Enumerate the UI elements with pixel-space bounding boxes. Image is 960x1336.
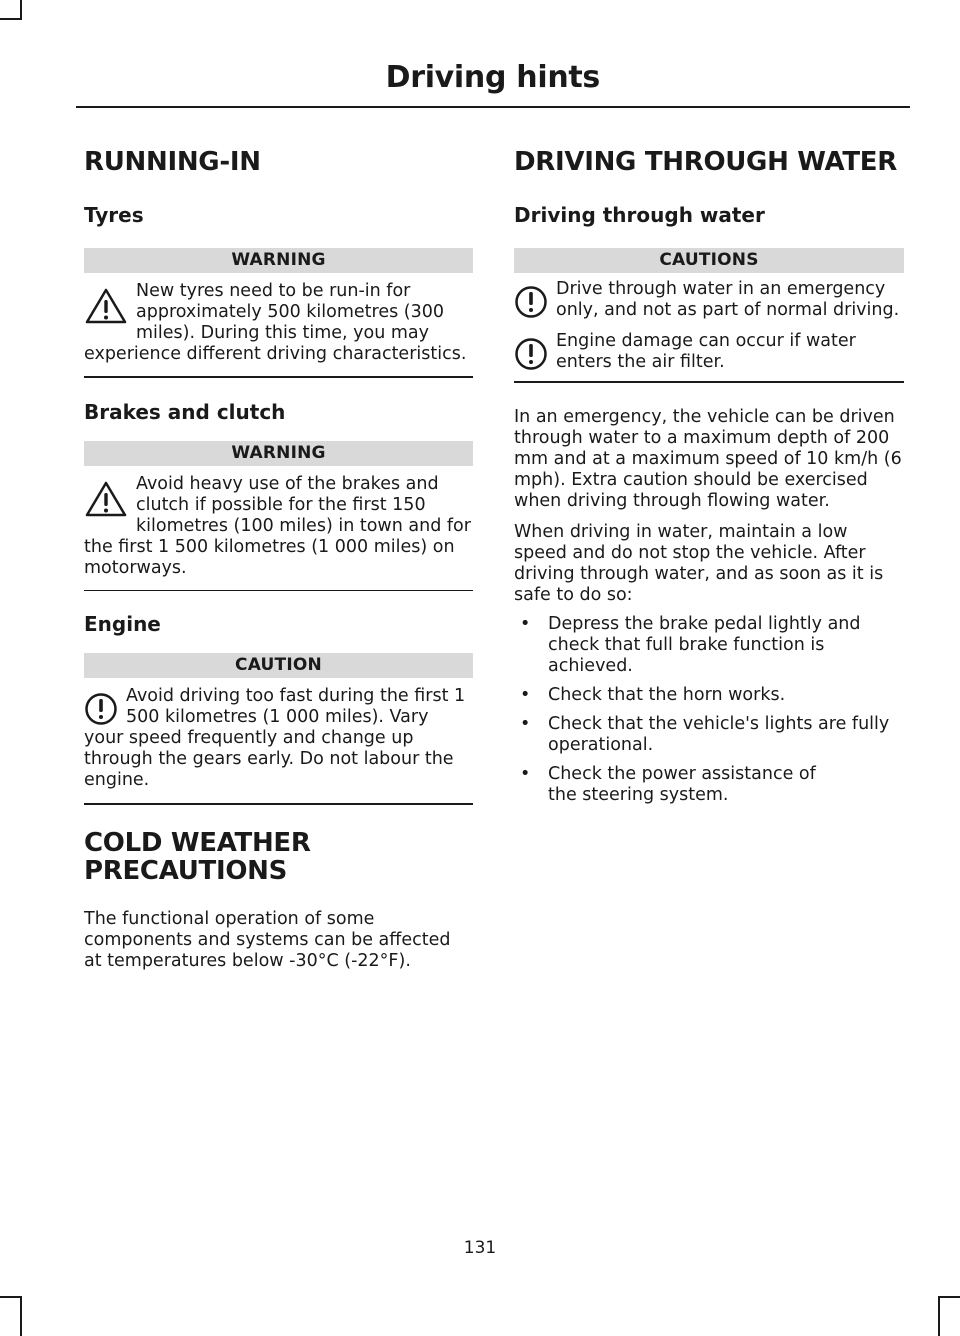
crop-mark (20, 1296, 22, 1336)
section-title-cold-weather-line1: COLD WEATHER (84, 827, 311, 858)
section-title-driving-through-water: DRIVING THROUGH WATER (514, 147, 897, 177)
crop-mark (0, 1296, 22, 1298)
left-column (84, 140, 473, 972)
section-rule (84, 376, 473, 378)
caution-circle-icon (84, 690, 118, 728)
warning-text-tyres: New tyres need to be run-in for approximately 500 kilometres (300 miles). During this time, you may experience different driving characteristics. (84, 281, 467, 364)
subheading-engine: Engine (84, 612, 161, 636)
caution-item (514, 331, 904, 373)
bullet: • (520, 763, 531, 784)
warning-box-brakes (84, 474, 473, 579)
list-item-text: Check that the horn works. (548, 684, 786, 705)
page-header-title: Driving hints (385, 60, 600, 95)
subheading-tyres: Tyres (84, 203, 144, 227)
crop-mark (20, 0, 22, 20)
section-title-running-in: RUNNING-IN (84, 147, 261, 177)
list-item (514, 764, 904, 806)
warning-text-brakes: Avoid heavy use of the brakes and clutch if possible for the first 150 kilometres (100 miles) in town and for the first 1 500 kilometres (1 000 miles) on motorways. (84, 473, 471, 578)
crop-mark (938, 1296, 940, 1336)
caution-text-air-filter: Engine damage can occur if water enters the air filter. (556, 331, 856, 372)
subheading-driving-through-water: Driving through water (514, 203, 765, 227)
subheading-brakes-clutch: Brakes and clutch (84, 399, 286, 424)
list-item-text: Check the power assistance of the steering system. (548, 763, 816, 805)
warning-box-tyres (84, 281, 473, 365)
caution-item (514, 279, 904, 321)
cautions-box-header: CAUTIONS (514, 248, 904, 273)
cold-weather-text: The functional operation of some components and systems can be affected at temperatures below -30°C (-22°F). (84, 908, 451, 971)
bullet: • (520, 613, 531, 634)
warning-triangle-icon (84, 480, 128, 518)
bullet: • (520, 684, 531, 705)
caution-box-engine (84, 686, 473, 791)
header-rule (76, 106, 910, 108)
warning-triangle-icon (84, 287, 128, 325)
warning-box-header: WARNING (84, 441, 473, 466)
section-rule (84, 590, 473, 592)
water-paragraph-2: When driving in water, maintain a low speed and do not stop the vehicle. After driving through water, and as soon as it is safe to do so: (514, 521, 884, 605)
right-column (514, 140, 904, 806)
after-water-checklist (514, 614, 904, 806)
bullet: • (520, 713, 531, 734)
list-item (514, 685, 904, 706)
caution-circle-icon (514, 283, 548, 321)
list-item (514, 714, 904, 756)
section-title-cold-weather-line2: PRECAUTIONS (84, 855, 288, 886)
crop-mark (0, 18, 22, 20)
caution-text-engine: Avoid driving too fast during the first 1 500 kilometres (1 000 miles). Vary your speed frequently and change up through the gears early. Do not labour the engine. (84, 686, 466, 790)
caution-circle-icon (514, 335, 548, 373)
warning-box-header: WARNING (84, 248, 473, 273)
page-number: 131 (463, 1238, 497, 1258)
water-paragraph-1: In an emergency, the vehicle can be driven through water to a maximum depth of 200 mm and at a maximum speed of 10 km/h (6 mph). Extra caution should be exercised when driving through flowing water. (514, 406, 902, 511)
list-item-text: Check that the vehicle's lights are fully operational. (548, 713, 890, 755)
caution-text-emergency: Drive through water in an emergency only, and not as part of normal driving. (556, 279, 900, 320)
caution-box-header: CAUTION (84, 653, 473, 678)
list-item-text: Depress the brake pedal lightly and check that full brake function is achieved. (548, 613, 861, 676)
section-rule (84, 803, 473, 805)
crop-mark (938, 1296, 960, 1298)
list-item (514, 614, 904, 677)
section-rule (514, 381, 904, 383)
